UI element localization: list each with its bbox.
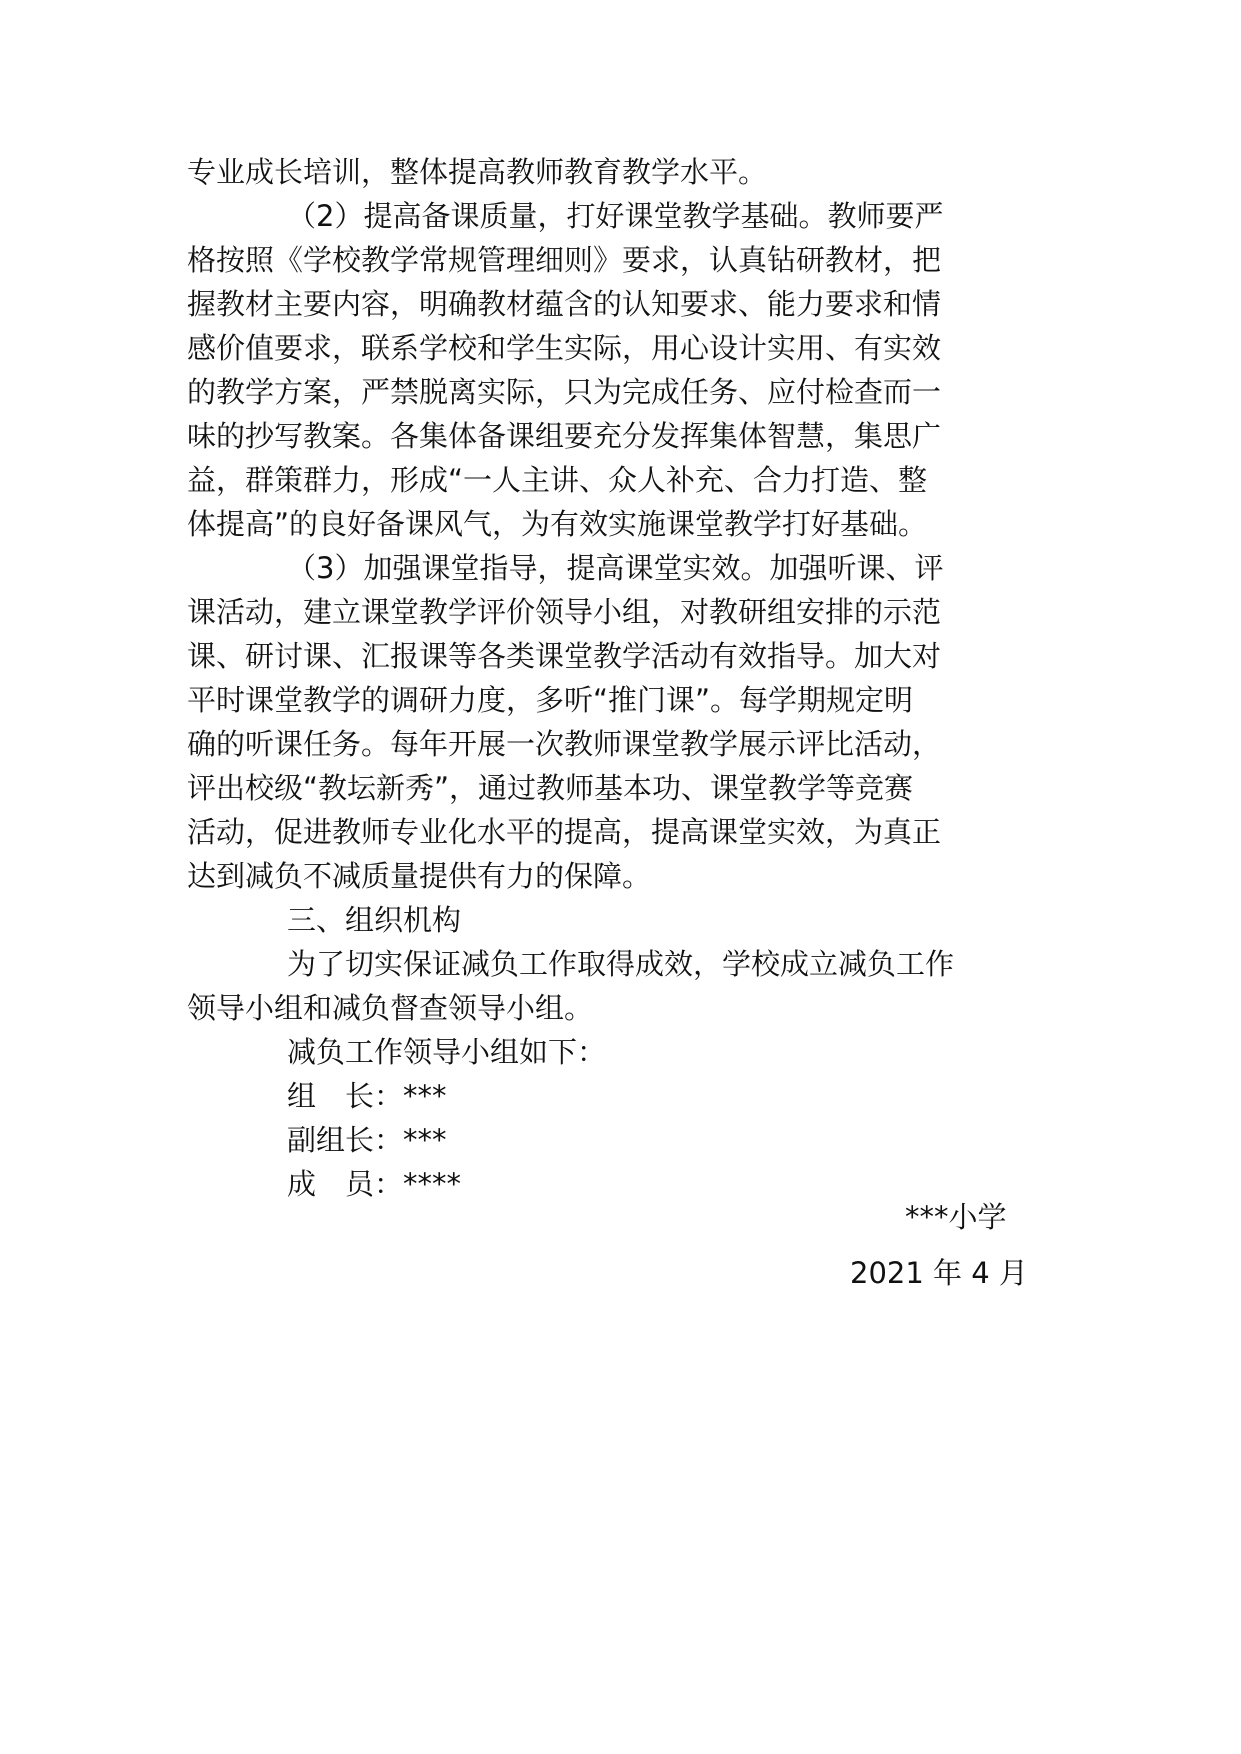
section-heading: 三、组织机构 — [287, 903, 462, 937]
text-line: 感价值要求，联系学校和学生实际，用心设计实用、有实效 — [187, 331, 942, 365]
text-line: 为了切实保证减负工作取得成效，学校成立减负工作 — [287, 947, 955, 981]
text-line: 领导小组和减负督查领导小组。 — [187, 991, 594, 1025]
text-line: 平时课堂教学的调研力度，多听“推门课”。每学期规定明 — [187, 683, 914, 717]
text-line: 专业成长培训，整体提高教师教育教学水平。 — [187, 155, 768, 189]
text-line: 确的听课任务。每年开展一次教师课堂教学展示评比活动， — [187, 727, 942, 761]
body-text — [187, 150, 1057, 1206]
signature-date: 2021 年 4 月 — [850, 1256, 1028, 1290]
text-line: 益，群策群力，形成“一人主讲、众人补充、合力打造、整 — [187, 463, 928, 497]
text-line: （3）加强课堂指导，提高课堂实效。加强听课、评 — [287, 551, 944, 585]
text-line: 体提高”的良好备课风气，为有效实施课堂教学打好基础。 — [187, 507, 928, 541]
text-line: 的教学方案，严禁脱离实际，只为完成任务、应付检查而一 — [187, 375, 942, 409]
member-line: 成 员：**** — [287, 1167, 462, 1201]
signature-school: ***小学 — [905, 1200, 1007, 1234]
text-line: 评出校级“教坛新秀”，通过教师基本功、课堂教学等竞赛 — [187, 771, 914, 805]
text-line: 味的抄写教案。各集体备课组要充分发挥集体智慧，集思广 — [187, 419, 942, 453]
member-line: 组 长：*** — [287, 1079, 447, 1113]
text-line: 格按照《学校教学常规管理细则》要求，认真钻研教材，把 — [187, 243, 942, 277]
text-line: 握教材主要内容，明确教材蕴含的认知要求、能力要求和情 — [187, 287, 942, 321]
text-line: 课活动，建立课堂教学评价领导小组，对教研组安排的示范 — [187, 595, 942, 629]
text-line: 活动，促进教师专业化水平的提高，提高课堂实效，为真正 — [187, 815, 942, 849]
text-line: （2）提高备课质量，打好课堂教学基础。教师要严 — [287, 199, 944, 233]
text-line: 课、研讨课、汇报课等各类课堂教学活动有效指导。加大对 — [187, 639, 942, 673]
text-line: 达到减负不减质量提供有力的保障。 — [187, 859, 652, 893]
member-line: 副组长：*** — [287, 1123, 447, 1157]
text-line: 减负工作领导小组如下： — [287, 1035, 607, 1069]
